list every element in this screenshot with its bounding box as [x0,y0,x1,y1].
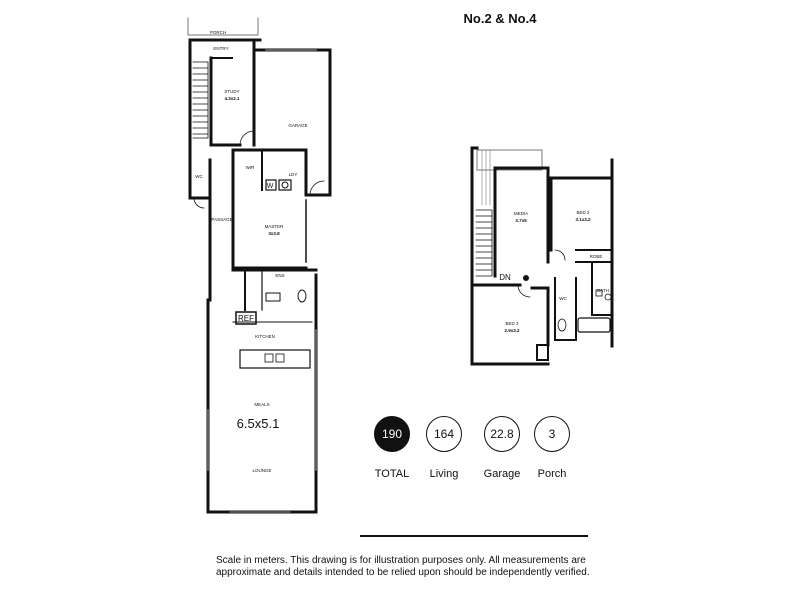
garage-label: GARAGE [288,123,308,128]
master-size: 3x3.8 [268,231,280,236]
living-size: 6.5x5.1 [236,416,280,431]
study-size: 4.3x2.1 [224,96,240,101]
meals-label: MEALS [254,402,270,407]
area-porch [517,416,587,480]
media-size: 3.7x5 [515,218,527,223]
ensuite-label: ENS [275,273,285,278]
divider-line [360,535,588,537]
media-label: MEDIA [513,211,529,216]
bed2-size: 3.1x3.2 [575,217,591,222]
robe-label: ROBE [589,254,603,259]
wc-label: WC [195,174,203,179]
ref-label: REF [238,314,254,323]
passage-label: PASSAGE [211,217,233,222]
study-label: STUDY [224,89,240,94]
kitchen-label: KITCHEN [255,334,275,339]
area-value-circle: 3 [534,416,570,452]
bed2-label: BED 2 [576,210,590,215]
master-label: MASTER [264,224,284,229]
lounge-label: LOUNGE [252,468,272,473]
area-value-circle: 164 [426,416,462,452]
laundry-label: LDY [288,172,298,177]
bath-label: BATH [597,288,609,293]
plan-title: No.2 & No.4 [463,11,537,26]
area-value-circle: 190 [374,416,410,452]
disclaimer-text: Scale in meters. This drawing is for illustration purposes only. All measurements are approximate and details intended to be relied upon should be independently verified. [216,555,590,578]
area-value-circle: 22.8 [484,416,520,452]
porch-label: PORCH [209,30,227,35]
entry-label: ENTRY [213,46,229,51]
bed3-label: BED 3 [505,321,519,326]
washer-mark: W [266,183,274,190]
upstairs-wc-label: WC [559,296,567,301]
area-label: Living [429,468,459,480]
area-label: TOTAL [374,468,410,480]
area-label: Porch [537,468,567,480]
stairs-down-label: DN [499,273,511,282]
wir-label: WIR [245,165,255,170]
bed3-size: 2.9x3.2 [504,328,520,333]
area-label: Garage [483,468,521,480]
ground-floor-plan [188,18,330,512]
